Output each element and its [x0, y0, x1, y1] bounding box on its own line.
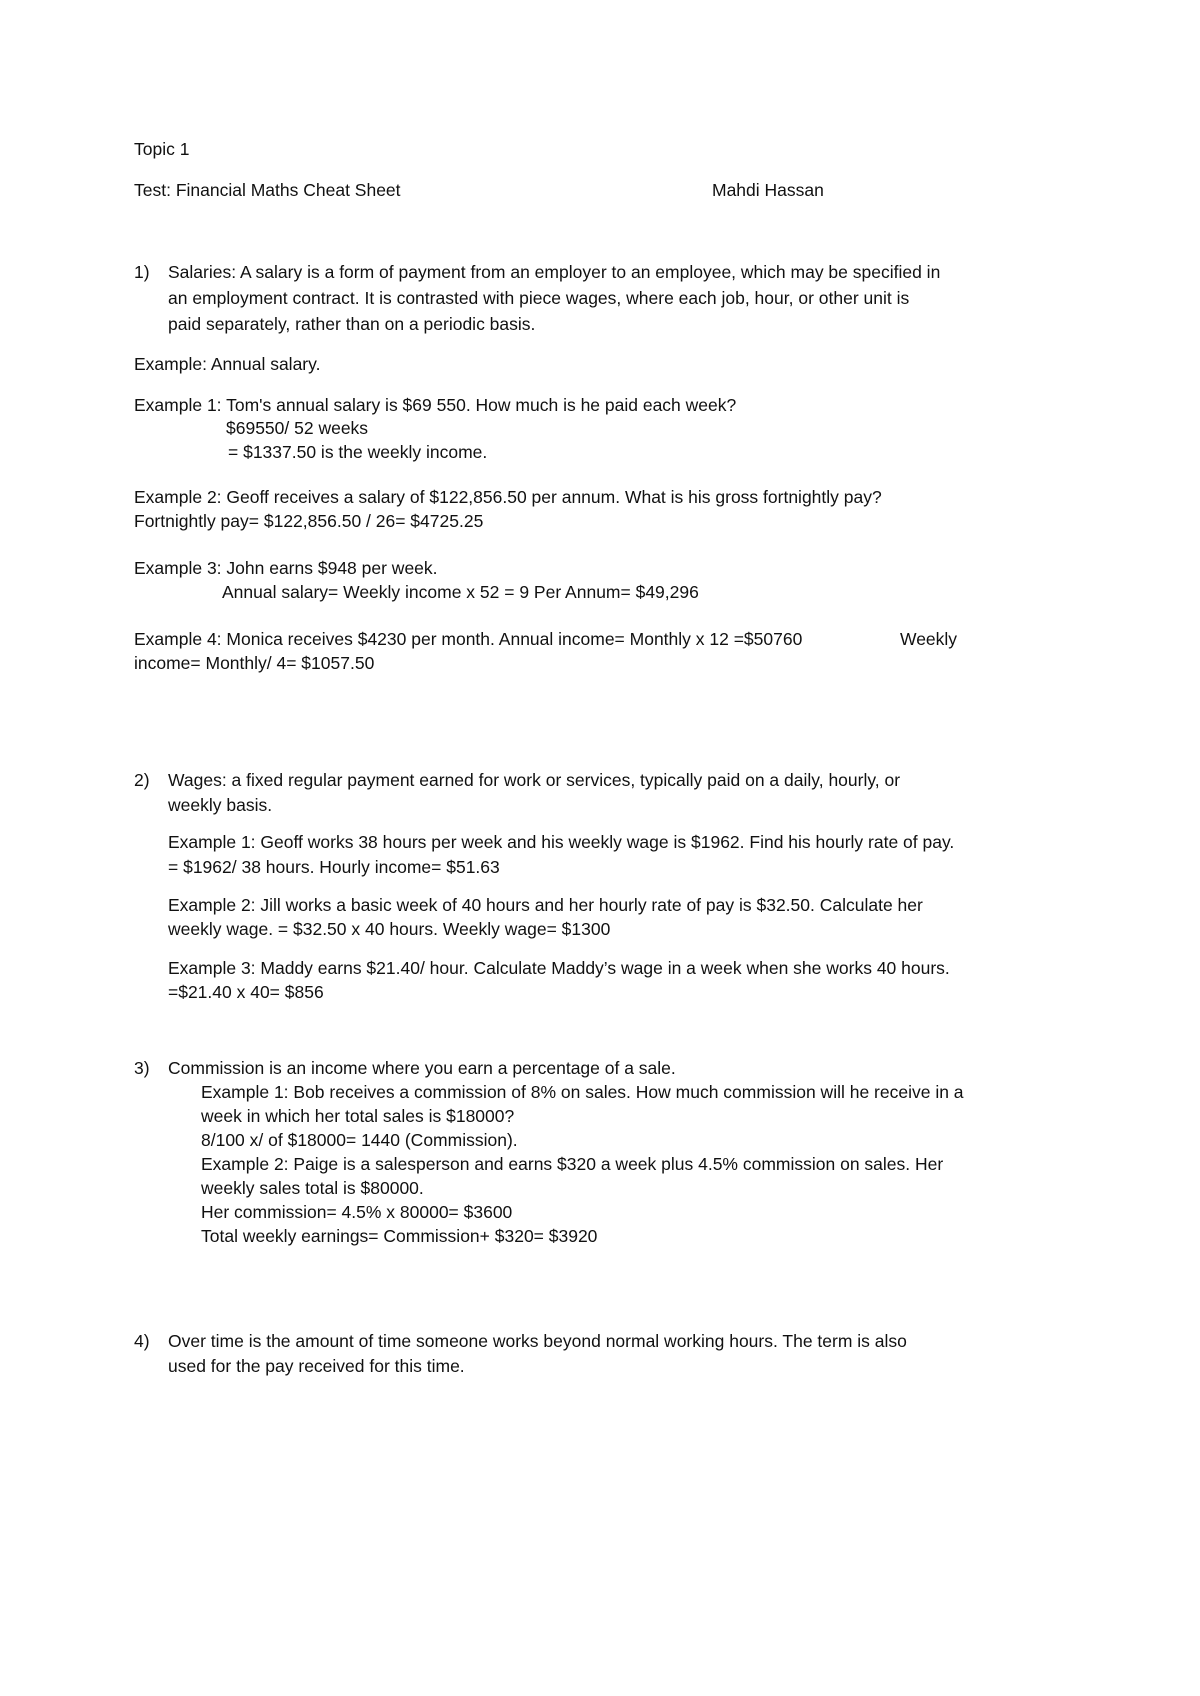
salary-example-1-question: Example 1: Tom's annual salary is $69 550. How much is he paid each week?: [134, 395, 737, 415]
section-2-number: 2): [134, 770, 150, 790]
section-1-line-3: paid separately, rather than on a periodic basis.: [168, 314, 536, 334]
salary-example-1-step-2: = $1337.50 is the weekly income.: [228, 442, 488, 462]
section-1-number: 1): [134, 262, 150, 282]
section-1-example-label: Example: Annual salary.: [134, 354, 321, 374]
commission-line-7: Total weekly earnings= Commission+ $320= $3920: [201, 1226, 598, 1246]
section-2-line-2: weekly basis.: [168, 795, 273, 815]
salary-example-2-answer: Fortnightly pay= $122,856.50 / 26= $4725.25: [134, 511, 484, 531]
wage-example-2-line-1: Example 2: Jill works a basic week of 40 hours and her hourly rate of pay is $32.50. Calculate her: [168, 895, 923, 915]
wage-example-2-line-2: weekly wage. = $32.50 x 40 hours. Weekly wage= $1300: [168, 919, 611, 939]
commission-line-4: Example 2: Paige is a salesperson and earns $320 a week plus 4.5% commission on sales. Her: [201, 1154, 944, 1174]
page-title: Test: Financial Maths Cheat Sheet: [134, 180, 401, 200]
salary-example-3-question: Example 3: John earns $948 per week.: [134, 558, 438, 578]
commission-line-3: 8/100 x/ of $18000= 1440 (Commission).: [201, 1130, 518, 1150]
commission-line-2: week in which her total sales is $18000?: [201, 1106, 515, 1126]
wage-example-1-line-2: = $1962/ 38 hours. Hourly income= $51.63: [168, 857, 500, 877]
wage-example-1-line-1: Example 1: Geoff works 38 hours per week and his weekly wage is $1962. Find his hourly rate of pay.: [168, 832, 955, 852]
commission-line-5: weekly sales total is $80000.: [201, 1178, 424, 1198]
wage-example-3-line-2: =$21.40 x 40= $856: [168, 982, 324, 1002]
author-name: Mahdi Hassan: [712, 180, 824, 200]
commission-line-6: Her commission= 4.5% x 80000= $3600: [201, 1202, 513, 1222]
salary-example-2-question: Example 2: Geoff receives a salary of $122,856.50 per annum. What is his gross fortnightly pay?: [134, 487, 882, 507]
salary-example-1-step-1: $69550/ 52 weeks: [226, 418, 369, 438]
section-1-line-2: an employment contract. It is contrasted with piece wages, where each job, hour, or other unit is: [168, 288, 910, 308]
section-4-number: 4): [134, 1331, 150, 1351]
commission-line-1: Example 1: Bob receives a commission of 8% on sales. How much commission will he receive in a: [201, 1082, 964, 1102]
salary-example-4-line-1: Example 4: Monica receives $4230 per month. Annual income= Monthly x 12 =$50760: [134, 629, 803, 649]
section-4-line-2: used for the pay received for this time.: [168, 1356, 465, 1376]
salary-example-4-line-1-end: Weekly: [900, 629, 958, 649]
section-2-line-1: Wages: a fixed regular payment earned for work or services, typically paid on a daily, hourly, or: [168, 770, 901, 790]
wage-example-3-line-1: Example 3: Maddy earns $21.40/ hour. Calculate Maddy’s wage in a week when she works 40 hours.: [168, 958, 950, 978]
section-3-intro: Commission is an income where you earn a percentage of a sale.: [168, 1058, 676, 1078]
salary-example-4-line-2: income= Monthly/ 4= $1057.50: [134, 653, 375, 673]
section-1-line-1: Salaries: A salary is a form of payment from an employer to an employee, which may be specified in: [168, 262, 941, 282]
topic-label: Topic 1: [134, 139, 190, 159]
section-4-line-1: Over time is the amount of time someone works beyond normal working hours. The term is also: [168, 1331, 907, 1351]
salary-example-3-answer: Annual salary= Weekly income x 52 = 9 Per Annum= $49,296: [222, 582, 699, 602]
section-3-number: 3): [134, 1058, 150, 1078]
